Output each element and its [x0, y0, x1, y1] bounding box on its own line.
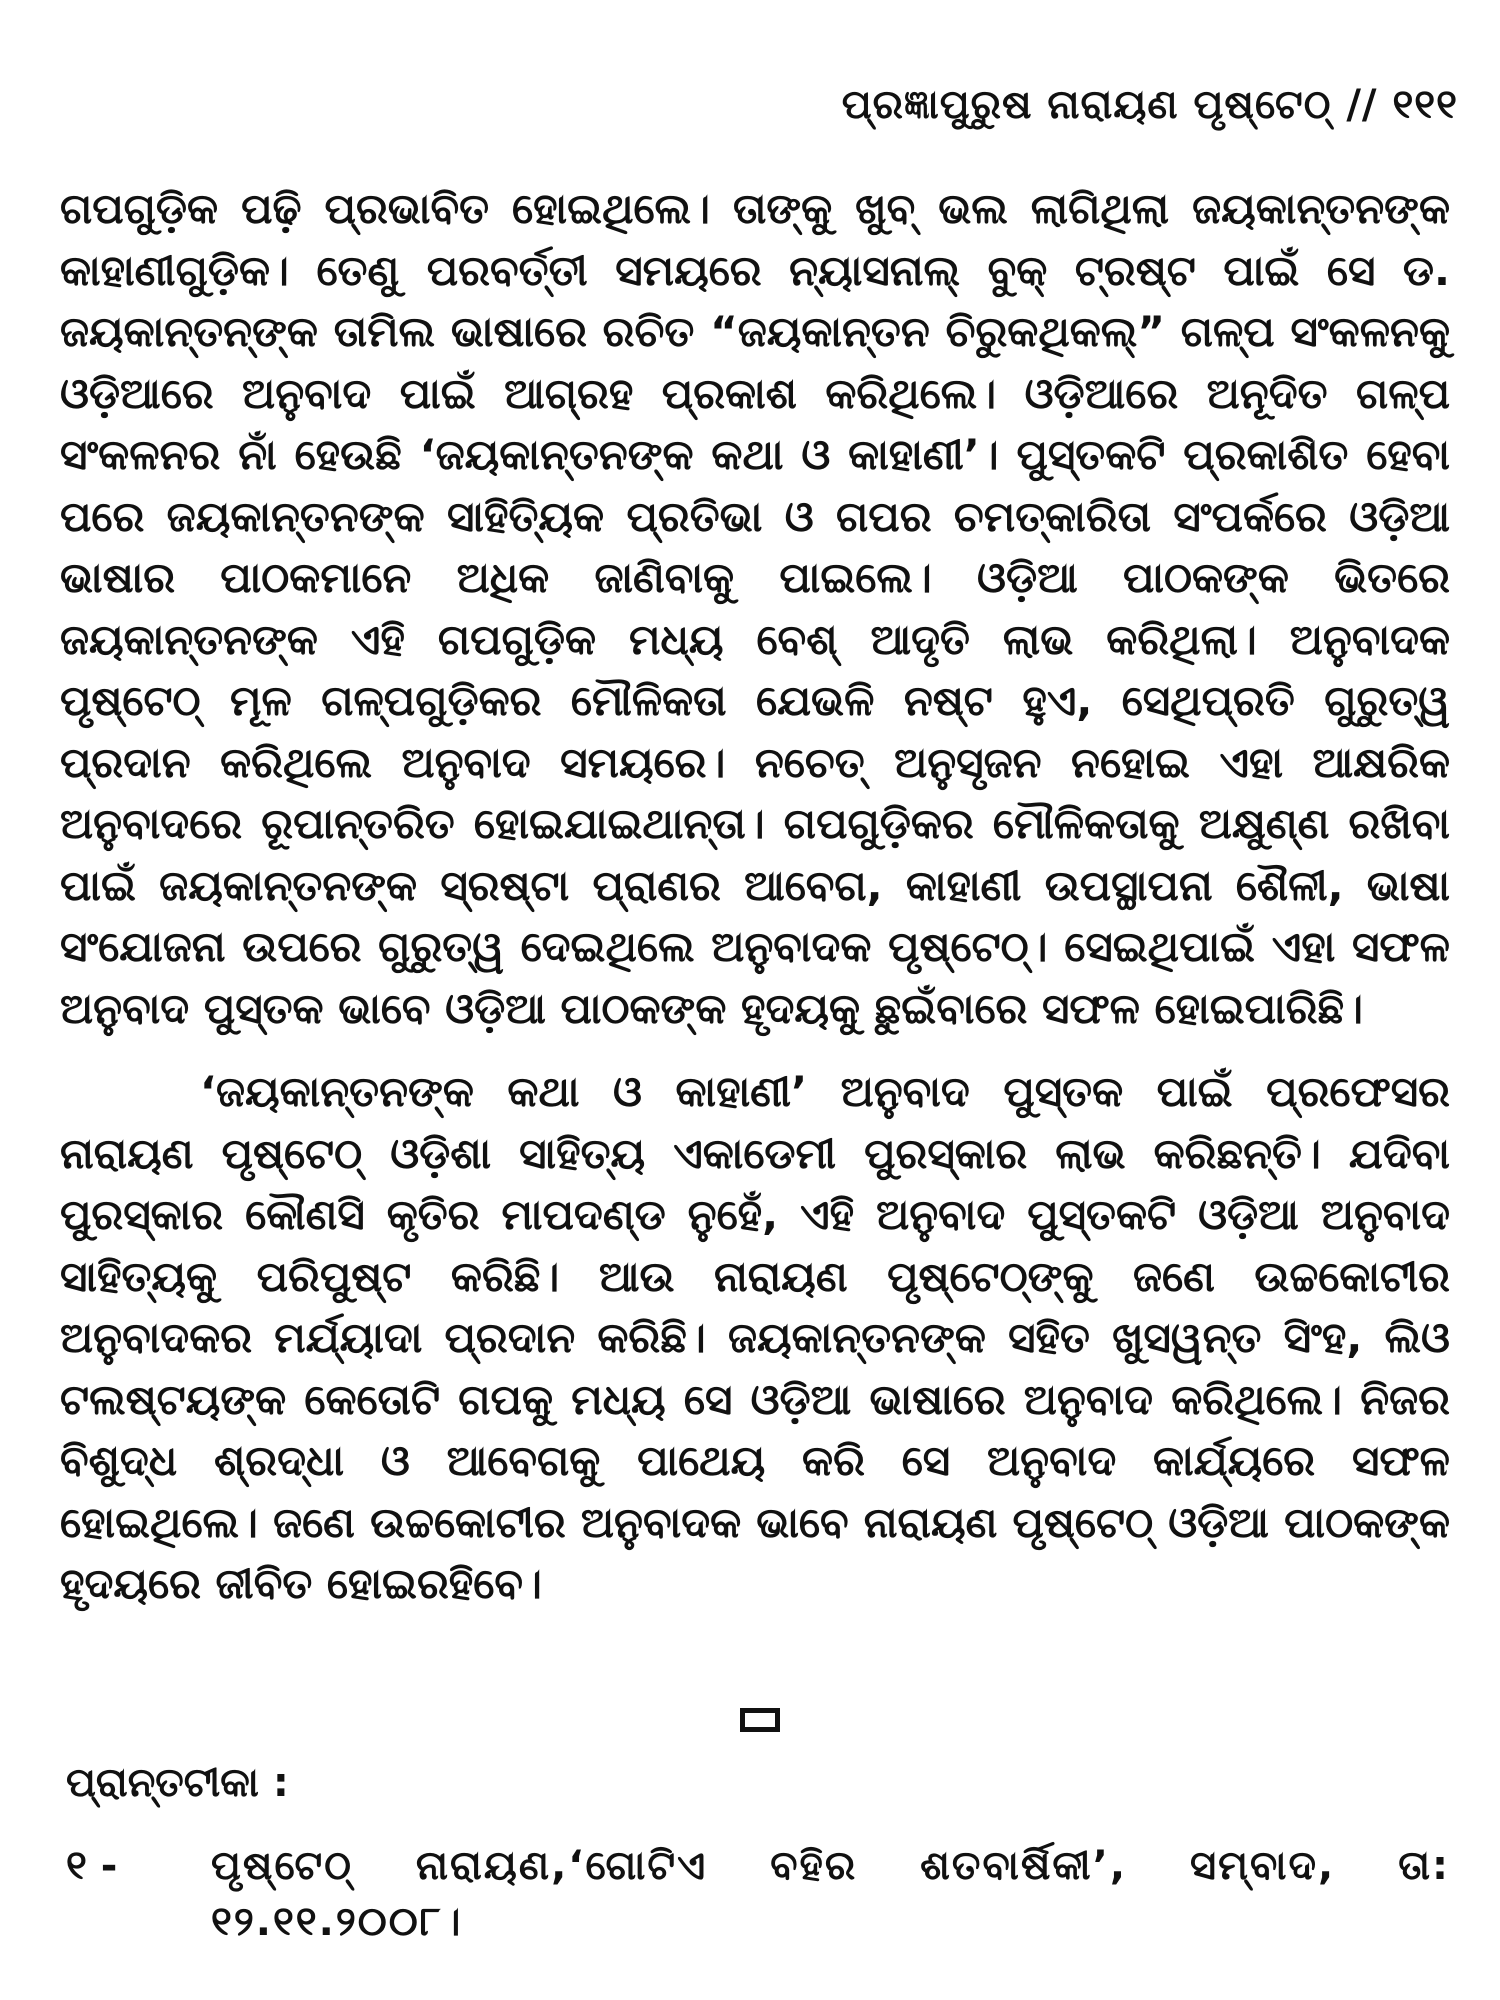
endnote-text: ପୃଷ୍ଟେଠ୍ ନାରାୟଣ,‘ଗୋଟିଏ ବହିର ଶତବାର୍ଷିକୀ’, ସମ୍ବାଦ, ତା: ୧୨.୧୧.୨୦୦୮। [211, 1843, 1450, 1945]
paragraph-2: ‘ଜୟକାନ୍ତନଙ୍କ କଥା ଓ କାହାଣୀ’ ଅନୁବାଦ ପୁସ୍ତକ ପାଇଁ ପ୍ରଫେସର ନାରାୟଣ ପୃଷ୍ଟେଠ୍ ଓଡ଼ିଶା ସାହିତ୍ୟ ଏକାଡେମୀ ପୁରସ୍କାର ଲାଭ କରିଛନ୍ତି। ଯଦିବା ପୁରସ୍କାର କୌଣସି କୃତିର ମାପଦଣ୍ଡ ନୁହେଁ, ଏହି ଅନୁବାଦ ପୁସ୍ତକଟି ଓଡ଼ିଆ ଅନୁବାଦ ସାହିତ୍ୟକୁ ପରିପୁଷ୍ଟ କରିଛି। ଆଉ ନାରାୟଣ ପୃଷ୍ଟେଠ୍‌ଙ୍କୁ ଜଣେ ଉଚ୍ଚକୋଟୀର ଅନୁବାଦକର ମର୍ଯ୍ୟାଦା ପ୍ରଦାନ କରିଛି। ଜୟକାନ୍ତନଙ୍କ ସହିତ ଖୁସୱନ୍ତ ସିଂହ, ଲିଓ ଟଲଷ୍ଟୟଙ୍କ କେତୋଟି ଗପକୁ ମଧ୍ୟ ସେ ଓଡ଼ିଆ ଭାଷାରେ ଅନୁବାଦ କରିଥିଲେ। ନିଜର ବିଶୁଦ୍ଧ ଶ୍ରଦ୍ଧା ଓ ଆବେଗକୁ ପାଥେୟ କରି ସେ ଅନୁବାଦ କାର୍ଯ୍ୟରେ ସଫଳ ହୋଇଥିଲେ। ଜଣେ ଉଚ୍ଚକୋଟୀର ଅନୁବାଦକ ଭାବେ ନାରାୟଣ ପୃଷ୍ଟେଠ୍ ଓଡ଼ିଆ ପାଠକଙ୍କ ହୃଦୟରେ ଜୀବିତ ହୋଇରହିବେ। [60, 1067, 1450, 1608]
endnotes-heading: ପ୍ରାନ୍ତଟୀକା : [66, 1760, 289, 1806]
running-header: ପ୍ରଜ୍ଞାପୁରୁଷ ନାରାୟଣ ପୃଷ୍ଟେଠ୍ // ୧୧୧ [841, 82, 1458, 128]
body-text [60, 178, 1450, 1637]
paragraph-1: ଗପଗୁଡ଼ିକ ପଢ଼ି ପ୍ରଭାବିତ ହୋଇଥିଲେ। ତାଙ୍କୁ ଖୁବ୍ ଭଲ ଲାଗିଥିଲା ଜୟକାନ୍ତନଙ୍କ କାହାଣୀଗୁଡ଼ିକ। ତେଣୁ ପରବର୍ତ୍ତୀ ସମୟରେ ନ୍ୟାସନାଲ୍ ବୁକ୍ ଟ୍ରଷ୍ଟ ପାଇଁ ସେ ଡ. ଜୟକାନ୍ତନ୍‌ଙ୍କ ତାମିଲ ଭାଷାରେ ରଚିତ “ଜୟକାନ୍ତନ ଚିରୁକଥିକଲ୍” ଗଳ୍ପ ସଂକଳନକୁ ଓଡ଼ିଆରେ ଅନୁବାଦ ପାଇଁ ଆଗ୍ରହ ପ୍ରକାଶ କରିଥିଲେ। ଓଡ଼ିଆରେ ଅନୂଦିତ ଗଳ୍ପ ସଂକଳନର ନାଁ ହେଉଛି ‘ଜୟକାନ୍ତନଙ୍କ କଥା ଓ କାହାଣୀ’। ପୁସ୍ତକଟି ପ୍ରକାଶିତ ହେବା ପରେ ଜୟକାନ୍ତନଙ୍କ ସାହିତ୍ୟିକ ପ୍ରତିଭା ଓ ଗପର ଚମତ୍କାରିତା ସଂପର୍କରେ ଓଡ଼ିଆ ଭାଷାର ପାଠକମାନେ ଅଧିକ ଜାଣିବାକୁ ପାଇଲେ। ଓଡ଼ିଆ ପାଠକଙ୍କ ଭିତରେ ଜୟକାନ୍ତନଙ୍କ ଏହି ଗପଗୁଡ଼ିକ ମଧ୍ୟ ବେଶ୍ ଆଦୃତି ଲାଭ କରିଥିଲା। ଅନୁବାଦକ ପୃଷ୍ଟେଠ୍ ମୂଳ ଗଳ୍ପଗୁଡ଼ିକର ମୌଳିକତା ଯେଭଳି ନଷ୍ଟ ହୁଏ, ସେଥିପ୍ରତି ଗୁରୁତ୍ୱ ପ୍ରଦାନ କରିଥିଲେ ଅନୁବାଦ ସମୟରେ। ନଚେତ୍ ଅନୁସୃଜନ ନହୋଇ ଏହା ଆକ୍ଷରିକ ଅନୁବାଦରେ ରୂପାନ୍ତରିତ ହୋଇଯାଇଥାନ୍ତା। ଗପଗୁଡ଼ିକର ମୌଳିକତାକୁ ଅକ୍ଷୁଣ୍ଣ ରଖିବା ପାଇଁ ଜୟକାନ୍ତନଙ୍କ ସ୍ରଷ୍ଟା ପ୍ରାଣର ଆବେଗ, କାହାଣୀ ଉପସ୍ଥାପନା ଶୈଳୀ, ଭାଷା ସଂଯୋଜନା ଉପରେ ଗୁରୁତ୍ୱ ଦେଇଥିଲେ ଅନୁବାଦକ ପୃଷ୍ଟେଠ୍। ସେଇଥିପାଇଁ ଏହା ସଫଳ ଅନୁବାଦ ପୁସ୍ତକ ଭାବେ ଓଡ଼ିଆ ପାଠକଙ୍କ ହୃଦୟକୁ ଛୁଇଁବାରେ ସଫଳ ହୋଇପାରିଛି। [60, 184, 1450, 1033]
endnote-number: ୧ - [66, 1843, 118, 1889]
section-break-square-icon [740, 1708, 780, 1732]
